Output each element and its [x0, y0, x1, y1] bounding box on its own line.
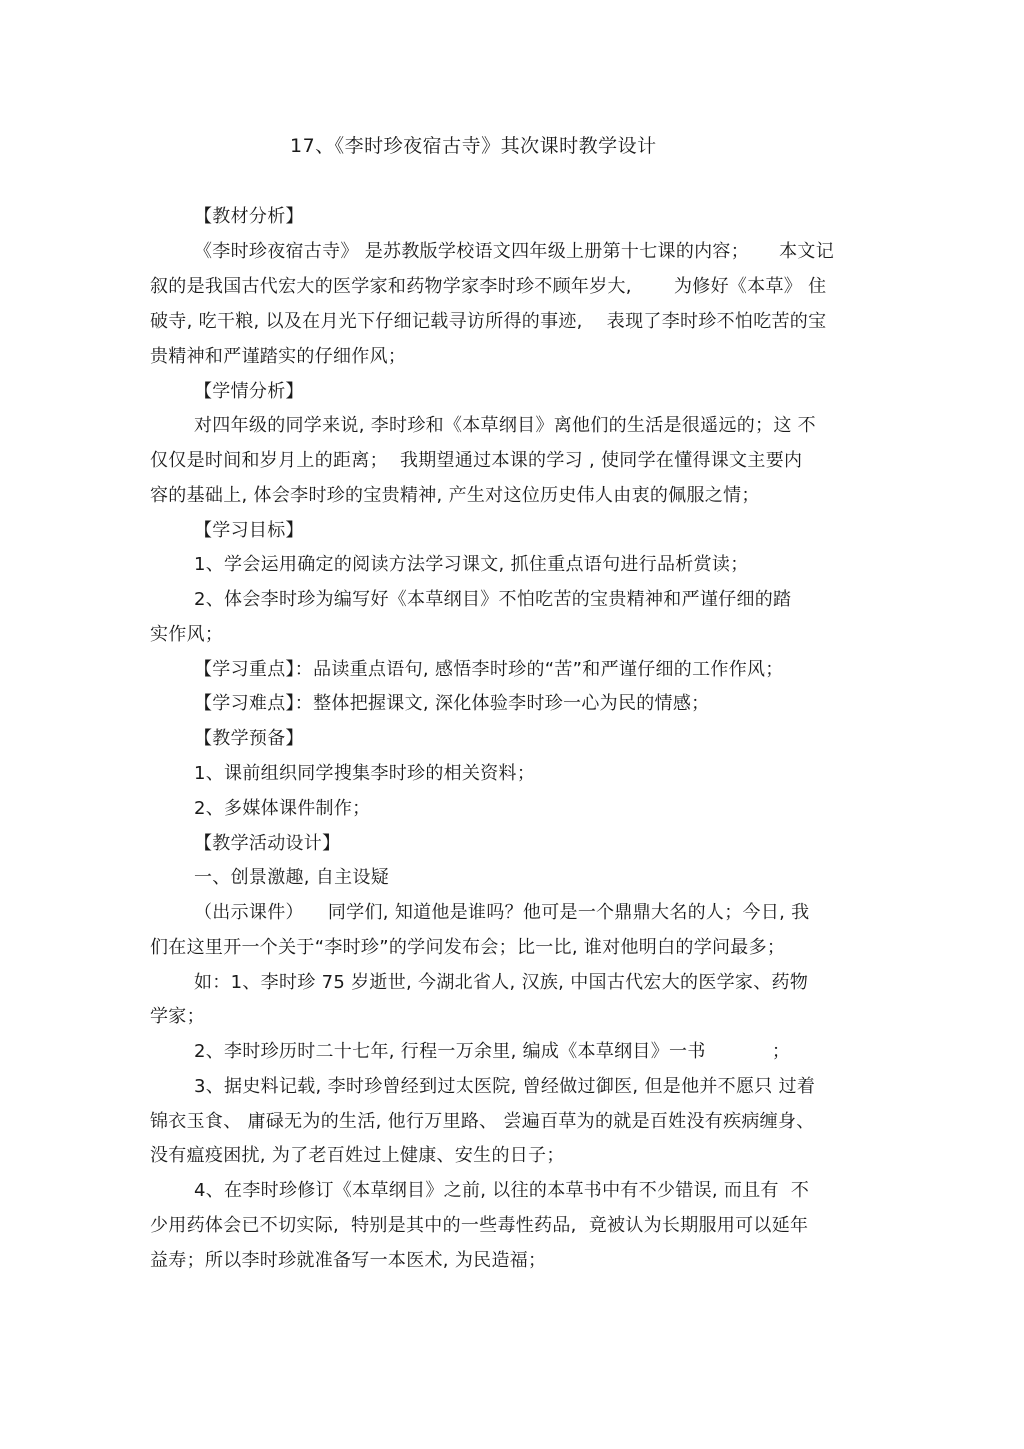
learning-focus: 【学习重点】：品读重点语句, 感悟李时珍的“苦”和严谨仔细的工作作风；	[194, 659, 784, 680]
section-heading: 一、创景激趣, 自主设疑	[194, 867, 390, 888]
list-item: 4、在李时珍修订《本草纲目》之前, 以往的本草书中有不少错误, 而且有 不	[194, 1180, 810, 1201]
paragraph-line: 如：1、李时珍 75 岁逝世, 今湖北省人, 汉族, 中国古代宏大的医学家、药物	[194, 972, 809, 993]
heading-textbook-analysis: 【教材分析】	[194, 206, 304, 227]
paragraph-line: 《李时珍夜宿古寺》 是苏教版学校语文四年级上册第十七课的内容； 本文记	[194, 241, 835, 262]
list-item: 3、据史料记载, 李时珍曾经到过太医院, 曾经做过御医, 但是他并不愿只 过着	[194, 1076, 816, 1097]
paragraph-line: 益寿；所以李时珍就准备写一本医术, 为民造福；	[150, 1250, 547, 1271]
list-item: 1、课前组织同学搜集李时珍的相关资料；	[194, 763, 536, 784]
heading-learning-goals: 【学习目标】	[194, 520, 304, 541]
paragraph-line: 贵精神和严谨踏实的仔细作风；	[150, 346, 407, 367]
paragraph-line: 容的基础上, 体会李时珍的宝贵精神, 产生对这位历史伟人由衷的佩服之情；	[150, 485, 760, 506]
paragraph-line: 学家；	[150, 1006, 205, 1027]
heading-teaching-prep: 【教学预备】	[194, 728, 304, 749]
paragraph-line: 叙的是我国古代宏大的医学家和药物学家李时珍不顾年岁大, 为修好《本草》 住	[150, 276, 827, 297]
list-item: 2、多媒体课件制作；	[194, 798, 371, 819]
paragraph-line: （出示课件） 同学们, 知道他是谁吗？他可是一个鼎鼎大名的人；今日, 我	[194, 902, 810, 923]
learning-difficulty: 【学习难点】：整体把握课文, 深化体验李时珍一心为民的情感；	[194, 693, 710, 714]
page-title: 17、《李时珍夜宿古寺》其次课时教学设计	[290, 135, 657, 157]
list-item: 2、李时珍历时二十七年, 行程一万余里, 编成《本草纲目》一书 ；	[194, 1041, 791, 1062]
paragraph-line: 破寺, 吃干粮, 以及在月光下仔细记载寻访所得的事迹, 表现了李时珍不怕吃苦的宝	[150, 311, 827, 332]
heading-activity-design: 【教学活动设计】	[194, 833, 341, 854]
paragraph-line: 对四年级的同学来说, 李时珍和《本草纲目》离他们的生活是很遥远的；这 不	[194, 415, 816, 436]
paragraph-line: 仅仅是时间和岁月上的距离； 我期望通过本课的学习 , 使同学在懂得课文主要内	[150, 450, 803, 471]
heading-student-analysis: 【学情分析】	[194, 381, 304, 402]
list-item: 2、体会李时珍为编写好《本草纲目》不怕吃苦的宝贵精神和严谨仔细的踏	[194, 589, 792, 610]
list-item: 1、学会运用确定的阅读方法学习课文, 抓住重点语句进行品析赏读；	[194, 554, 749, 575]
paragraph-line: 少用药体会已不切实际, 特别是其中的一些毒性药品, 竟被认为长期服用可以延年	[150, 1215, 809, 1236]
paragraph-line: 实作风；	[150, 624, 224, 645]
paragraph-line: 没有瘟疫困扰, 为了老百姓过上健康、安生的日子；	[150, 1145, 565, 1166]
paragraph-line: 们在这里开一个关于“李时珍”的学问发布会；比一比, 谁对他明白的学问最多；	[150, 937, 786, 958]
paragraph-line: 锦衣玉食、 庸碌无为的生活, 他行万里路、 尝遍百草为的就是百姓没有疾病缠身、	[150, 1111, 815, 1132]
